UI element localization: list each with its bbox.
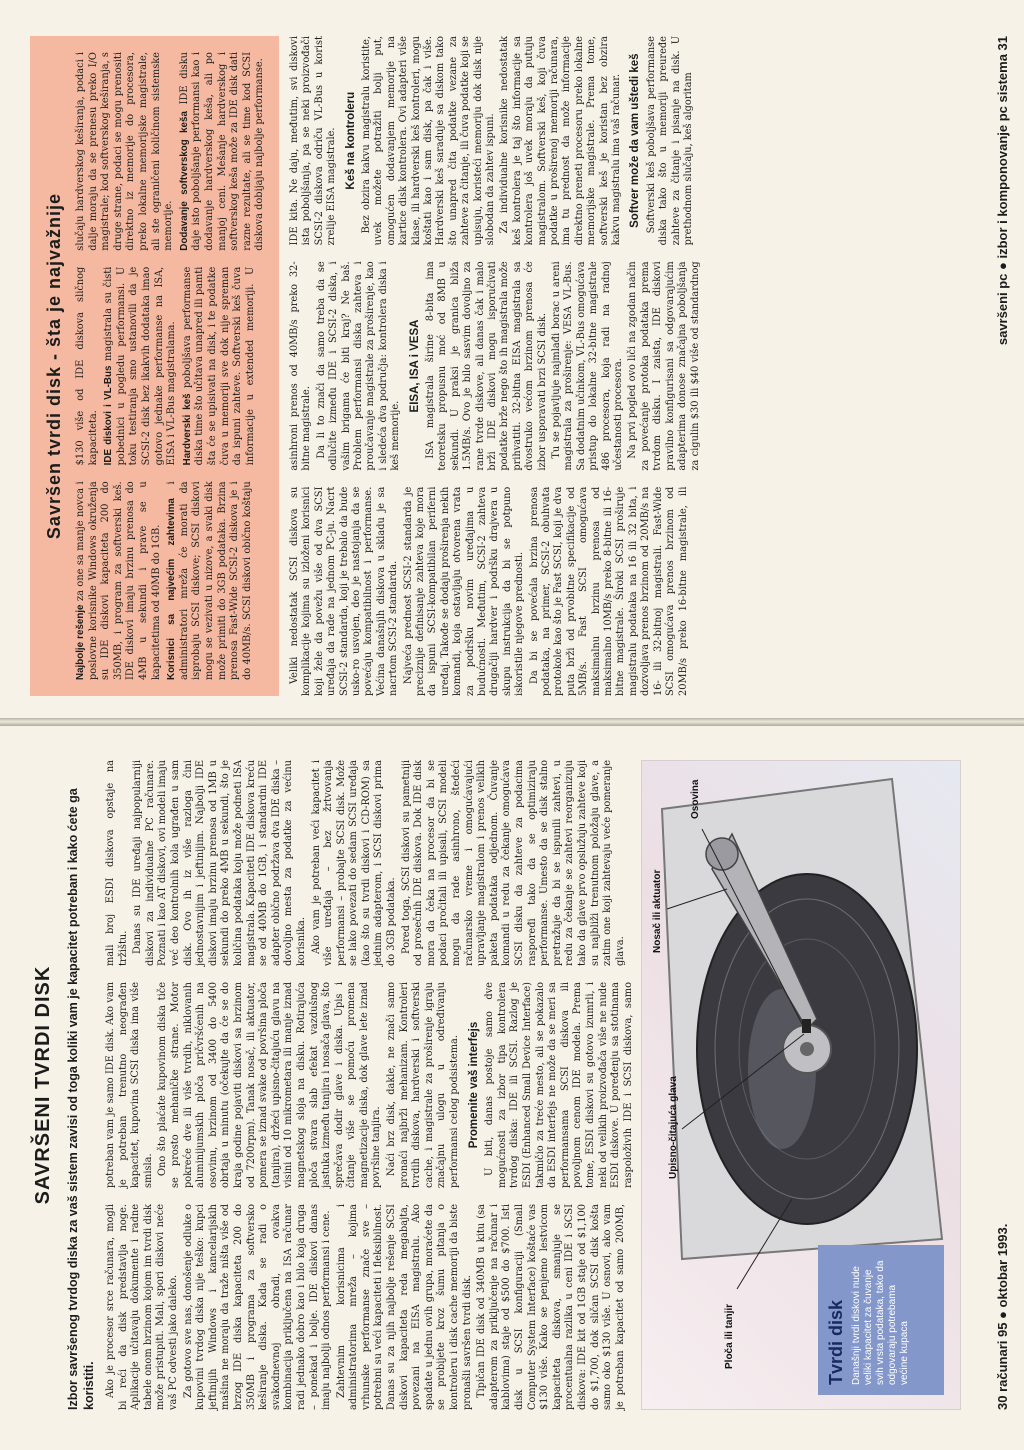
- read-write-head: [802, 1019, 811, 1033]
- left-page-footer: 30 računari 95 ● oktobar 1993.: [995, 1223, 1010, 1410]
- article-paragraph: Za gotovo sve nas, donošenje odluke o kupovini tvrdog diska nije teško: kupci jeftinijih Windows i kancelarijskih mašina ne moraju da traže ništa više od brzog IDE diska kapaciteta 200 do 350MB i programa za softversko keširanje diska. Kada se radi o svakodnevnoj obradi, ovakva kombinacija priključena na ISA računar radi jednako dobro kao i bilo koja druga – ponekad i bolje. IDE diskovi danas imaju najbolji odnos performansi i cene.: [182, 1204, 333, 1410]
- hard-disk-figure: [641, 760, 961, 1410]
- article-paragraph: U biti, danas postoje samo dve mogućnosti za izbor tipa kontrolera tvrdog diska: IDE ili SCSI. Razlog je ESDI (Enhanced Small Device Interface) takmičio za treće mesto, ali se pokazalo da ESDI interfejs ne može da se meri sa performansama SCSI diskova ili povoljnom cenom IDE modela. Prema tome, ESDI diskovi su gotovo izumrli, i neki od velikih proizvođača više ne nude ESDI diskove. U poređenju sa stotinama raspoloživih IDE i SCSI diskova, samo mali broj ESDI diskova opstaje na tržištu.: [105, 760, 634, 1188]
- sidebar-lead: Najbolje rešenje: [75, 604, 86, 680]
- sidebar-text: i administratori mreža će morati da isprobaju SCSI diskove; SCSI diskovi mogu se vezivati u nizove, a svaki disk može primiti do 3GB podataka. Brzina prenosa Fast-Wide SCSI-2 diskova je i do 40MB/s. SCSI diskovi obično koštaju $130 više od IDE diskova sličnog kapaciteta.: [75, 266, 253, 680]
- article-paragraph: Da li to znači da samo treba da se odlučite između IDE i SCSI-2 diska, i vašim brigama će biti kraj? Ne baš. Problem performansi diska zahteva i proučavanje magistrale za proširenje, kao i sledeća dva područja: kontrolera diska i keš memorije.: [315, 261, 402, 471]
- left-page: [0, 732, 1024, 1450]
- article-paragraph: Pored toga, SCSI diskovi su pametniji od prosečnih IDE diskova. Dok IDE disk mora da čeka na procesor da bi se podaci pročitali ili upisali, SCSI modeli mogu da rade asinhrono, štedeći računarsko vreme i omogućavajući upravljanje magistralom i prenos velikih paketa podataka odjednom. Čuvanje komandi u redu za čekanje omogućava SCSI disku da zahteve za podacima raspoređi tako da se optimiziraju performanse. Umesto da se disk stalno pretražuje da bi se ispunili zahtevi, u redu za čekanje se zahtevi reorganizuju tako da glave prvo opslužuju zahteve koji su najbliži trenutnom položaju glave, a zatim one koji zahtevaju veće pomeranje glava.: [400, 760, 626, 966]
- sidebar-paragraph: [103, 267, 179, 466]
- article-paragraph: Tipičan IDE disk od 340MB u kitu (sa adapterom za priključenje na računar i kablovima) staje od $500 do $700. Isti disk u SCSI konfiguraciji (Small Computer System Interface) koštaće vas $130 više. Kako se penjemo lestvicom kapaciteta diskova, smanjuje se procentualna razlika u ceni IDE i SCSI diskova: IDE kit od 1GB staje od $1,100 do $1,700, dok sličan SCSI disk košta samo oko $130 više. U osnovi, ako vam je potreban kapacitet od samo 200MB, potreban vam je samo IDE disk. Ako vam je potreban trenutno neograđen kapacitet, kupovina SCSI diska ima više smisla.: [105, 982, 626, 1410]
- spindle-center: [800, 1042, 814, 1056]
- right-page-footer: savršeni pc ● izbor i komponovanje pc sistema 31: [995, 36, 1010, 346]
- article-paragraph: Veliki nedostatak SCSI diskova su komplikacije kojima su izloženi korisnici koji žele da povežu više od dva SCSI uređaja da rade na jednom PC-ju. Nacrt SCSI-2 standarda, koji je trebalo da bude usko-ro usvojen, deo je nastojanja da se povećaju kompatibilnost i performanse. Većina današnjih diskova u skladu je sa nacrtom SCSI-2 standarda.: [288, 486, 400, 696]
- label-platter: Ploča ili tanjir: [724, 1303, 736, 1369]
- section-heading: Softver može da vam uštedi keš: [629, 53, 642, 228]
- label-head: Upisno-čitajuća glava: [668, 1076, 680, 1179]
- sidebar-paragraph: [75, 481, 163, 680]
- sidebar-box: [30, 36, 279, 696]
- right-page: [0, 0, 1024, 724]
- article-columns: [105, 760, 635, 1410]
- sidebar-lead: IDE diskovi i VL-Bus: [103, 365, 115, 466]
- section-heading: Keš na kontroleru: [344, 91, 357, 190]
- article-paragraph: Zahtevnim korisnicima i administratorima mreža – kojima vrhunske performanse znače sve – potrebni su veći kapaciteti i fleksibilnost. Danas su za njih najbolje rešenje SCSI diskovi kapaciteta reda megabajta, povezani na EISA magistralu. Ako spadate u jednu ovih grupa, moraćete da se probijete kroz šumu pitanja o kontroleru i disk cache memoriji da biste pronašli savršen tvrdi disk.: [335, 1204, 473, 1410]
- sidebar-paragraph: [179, 52, 267, 251]
- article-paragraph: ISA magistrala širine 8-bita ima teoretsku propusnu moć od 8MB u sekundi. U praksi je granica bliža 1.5MB/s. Ovo je bilo sasvim dovoljno za rane tvrde diskove, ali danas čak i malo brži IDE diskovi mogu isporučivati podatke brže nego što ih magistrala može prihvatiti. 32-bitna EISA magistrala sa dvostruko većom brzinom prenosa će izbor usporavati brzi SCSI disk.: [424, 261, 548, 471]
- article-paragraph: Softverski keš poboljšava performanse diska tako što u memoriji preuređe zahteve za čitanje i pisanje na disk. U prethodnom slučaju, keš algoritam: [645, 36, 695, 246]
- figure-caption-text: Današnji tvrdi diskovi nude veliki kapacitet za čuvanje svih vrsta podataka, tako da odgovaraju potrebama većine kupaca: [851, 1260, 911, 1385]
- sidebar-lead: Hardverski keš: [181, 393, 193, 466]
- figure-caption-title: Tvrdi disk: [826, 1299, 847, 1385]
- section-heading: Promenite vaš interfejs: [467, 1021, 480, 1149]
- article-lede: Izbor savršenog tvrdog diska za vaš sistem zavisi od toga koliki vam je kapacitet potreban i kako ćete ga koristiti.: [66, 788, 96, 1410]
- actuator-pivot: [706, 838, 738, 870]
- article-paragraph: Naći brz disk, dakle, ne znači samo pronaći najbrži mehanizam. Kontroleri tvrdih diskova, hardverski i softverski cache, i magistrale za proširenje igraju značajnu ulogu u određivanju performansi celog podsistema.: [386, 982, 461, 1188]
- article-paragraph: Da bi se povećala brzina prenosa podataka, na primer, SCSI-2 obuhvata protokole kao što je Fast SCSI, koji je dva puta brži od prvobitne specifikacije od 5MB/s. Fast SCSI omogućava maksimalnu brzinu prenosa od maksimalno 10MB/s preko 8-bitne ili 16-bitne magistrale. Široki SCSI proširuje magistralu podataka na 16 ili 32 bita, i dozvoljava prenos brzinom od 20MB/s na 16- ili 32-bitnoj magistrali. Fast-Wide SCSI omogućava prenos brzinom od 20MB/s preko 16-bitne magistrale, ili asinhroni prenos od 40MB/s preko 32-bitne magistrale.: [288, 261, 689, 696]
- article-paragraph: Ono što plaćate kupovinom diska tiče se prosto mehaničke strane. Motor pokreće dve ili više tvrdih, niklovanih aluminijumskih ploča pričvršćenih na osovinu, brzinom od 3400 do 5400 obrtaja u minutu (očekujte da će se do kraja godine pojaviti diskovi sa brzinom od 7200rpm). Tanak nosač, ili aktuator, pomera se iznad svake od površina ploča (tanjira), držeći upisno-čitajuću glavu na visini od 10 mikrometara ili manje iznad magnetskog sloja na disku. Rotirajuća ploča stvara slab efekat vazdušnog jastuka između tanjira i nosača glava, što sprečava dodir glave i diska. Upis i čitanje više se pomoću promena magnetizacije diska, dok glave lete iznad površine tanjira.: [157, 982, 383, 1188]
- article-paragraph: Najveća prednost SCSI-2 standarda je preciznije definisanje zahteva koje mora da ispuni SCSI-kompatibilan periferni uređaj. Takođe se dodaju proširenja nekih komandi, koja ostavljaju otvorena vrata za podršku novim uređajima u budućnosti. Međutim, SCSI-2 zahteva drugačiji hardver i podršku drajvera u skupu instrukcija da bi se potpuno iskoristile njegove prednosti.: [402, 486, 526, 696]
- article-paragraph: Danas su IDE uređaji najpopularniji diskovi za individualne PC računare. Poznati i kao AT diskovi, ovi modeli imaju već deo kontrolnih kola ugrađen u sam disk. Ovo ih iz više razloga čini jednostavnijim i jeftinijim. Najbolji IDE diskovi imaju brzinu prenosa od 1MB u sekundi do preko 4MB u sekundi, što je količina podataka koju može podneti ISA magistrala. Kapaciteti IDE diskova kreću se od 40MB do 1GB, i standardni IDE adapter obično podržava dva IDE diska – dovoljno mesta za podatke za većinu korisnika.: [132, 760, 307, 966]
- article-paragraph: Tu se pojavljuje najmlađi borac u areni magistrala za proširenje: VESA VL-Bus. Sa dodatnim učinkom, VL-Bus omogućava pristup do lokalne 32-bitne magistrale 486 procesora, koja radi na radnoj učestanosti procesora.: [551, 261, 625, 471]
- sidebar-box-title: Savršen tvrdi disk - šta je najvažnije: [44, 192, 64, 540]
- label-actuator: Nosač ili aktuator: [652, 869, 664, 953]
- section-heading: EISA, ISA i VESA: [408, 319, 421, 413]
- sidebar-text: za one sa manje novca i poslovne korisnike Windows okruženja su IDE diskovi kapaciteta 200 do 350MB, i program za softverski keš. IDE diskovi imaju brzinu prenosa do 4MB u sekundi i prave se u kapacitetima od 40MB do 1GB.: [75, 481, 162, 680]
- article-paragraph: Bez obzira kakvu magistralu koristite, uvek možete potražiti bolji put, omogućen dodavanjem memorije na kartice disk kontrolera. Ovi adapteri više klase, ili hardverski keš kontroleri, mogu koštati kao i sam disk, pa čak i više. Hardverski keš saraduje sa diskom tako što unapred čita podatke vezane za zahteve za čitanje, ili čuva podatke koji se upisuju, koristeći memoriju dok disk nije slobodan da zahtev ispuni.: [360, 36, 496, 246]
- sidebar-text: IDE disku daje isto poboljšanje performansi kao i dodavanje hardverskog keša, ali po manjoj ceni. Mešanje hardverskog i softverskog keša može za IDE disk dati razne rezultate, ali se time kod SCSI diskova dobijaju najbolje performanse.: [178, 52, 266, 251]
- sidebar-text: magistrala su čisti pobednici u pogledu performansi. U toku testiranja smo ustanovili da je SCSI-2 disk bez ikakvih dodataka imao gotovo jednake performanse na ISA, EISA i VL-Bus magistralama.: [103, 266, 178, 466]
- article-paragraph: Ako je procesor srce računara, mogli bi reći da disk predstavlja noge. Aplikacije učitavaju dokumente i radne tabele onom brzinom kojom im tvrdi disk može pristupiti. Mali, spori diskovi neće vaš PC odvesti jako daleko.: [105, 1204, 179, 1410]
- sidebar-lead: Korisnici sa najvećim zahtevima: [166, 498, 178, 680]
- article-title: SAVRŠENI TVRDI DISK: [32, 965, 54, 1205]
- article-paragraph: Na prvi pogled ovo liči na zgodan način za povećanje protoka podataka prema tvrdom disku. I zaista, IDE diskovi pravilno konfigurisani sa odgovarajućim adapterima donose značajna poboljšanja za cigulin $30 ili $40 više od standardnog IDE kita. Ne daju, međutim, svi diskovi ista poboljšanja, pa se neki proizvođači SCSI-2 diskova odriču VL-Bus u korist zrelije EISA magistrale.: [288, 36, 701, 471]
- label-spindle: Osovina: [690, 779, 702, 819]
- article-paragraph: Ako vam je potreban veći kapacitet i više uređaja – bez žrtvovanja performansi – probajte SCSI disk. Može se lako povezati do sedam SCSI uređaja (kao što su tvrdi diskovi i CD-ROM) sa jednim adapterom, i SCSI diskovi prima do 3GB podataka.: [310, 760, 398, 966]
- right-article-columns: [289, 36, 702, 696]
- sidebar-text: poboljšava performanse diska time što učitava unapred ili pamti šta će se upisivati na disk, i te podatke čuva u memoriji sve dok nije spreman da ispuni zahteve. Softverski keš čuva informacije u extended memoriji. U slučaju hardverskog keširanja, podaci i dalje moraju da se prenesu preko I/O magistrale; kod softverskog keširanja, s druge strane, podaci se mogu prenositi direktno iz memorije do procesora, preko lokalne memorijske magistrale, ali ste ograničeni količinom sistemske memorije.: [75, 52, 256, 466]
- figure-caption-box: [818, 1245, 944, 1395]
- article-paragraph: Za individualne korisnike nedostatak keš kontrolera je taj što informacije sa kontrolera još uvek moraju da putuju magistralom. Softverski keš, koji čuva podatke u proširenoj memoriji računara, ima tu prednost da može informacije direktno preneti procesoru preko lokalne memorijske magistrale. Prema tome, softverski keš je koristan bez obzira kakvu magistralu ima vaš računar.: [499, 36, 623, 246]
- sidebar-box-columns: [75, 52, 267, 680]
- sidebar-lead: Dodavanje softverskog keša: [178, 111, 190, 251]
